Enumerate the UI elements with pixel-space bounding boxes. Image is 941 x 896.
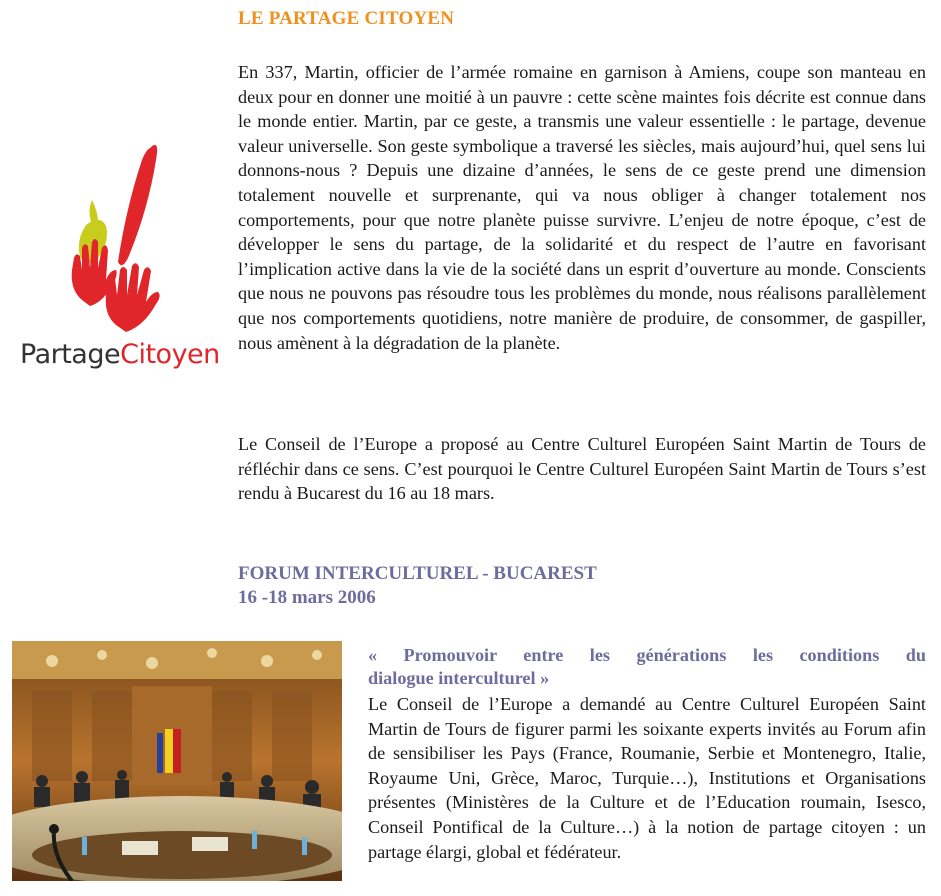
forum-quote xyxy=(368,644,926,690)
logo-word-partage: Partage xyxy=(20,339,121,370)
forum-quote-line2: dialogue interculturel » xyxy=(368,668,550,688)
forum-heading xyxy=(238,562,597,610)
forum-title: FORUM INTERCULTUREL - BUCAREST xyxy=(238,563,597,584)
forum-dates: 16 -18 mars 2006 xyxy=(238,587,376,608)
forum-quote-line1: « Promouvoir entre les générations les conditions du xyxy=(368,645,926,665)
partage-citoyen-logo xyxy=(0,130,225,395)
conference-room-image xyxy=(12,641,342,881)
forum-paragraph: Le Conseil de l’Europe a demandé au Centre Culturel Européen Saint Martin de Tours de figurer parmi les soixante experts invités au Forum afin de sensibiliser les Pays (France, Roumanie, Serbie et Montenegro, Italie, Royaume Uni, Grèce, Maroc, Turquie…), Institutions et Organisations présentes (Ministères de la Culture et de l’Education roumain, Isesco, Conseil Pontifical de la Culture…) à la notion de partage citoyen : un partage élargi, global et fédérateur. xyxy=(368,694,926,862)
logo-wordmark xyxy=(20,339,220,370)
logo-word-citoyen: Citoyen xyxy=(120,339,220,370)
forum-photo xyxy=(12,641,342,881)
intro-paragraph: En 337, Martin, officier de l’armée romaine en garnison à Amiens, coupe son manteau en deux pour en donner une moitié à un pauvre : cette scène maintes fois décrite est connue dans le monde entier. Martin, par ce geste, a transmis une valeur essentielle : le partage, devenue valeur universelle. Son geste symbolique a traversé les siècles, mais aujourd’hui, quel sens lui donnons-nous ? Depuis une dizaine d’années, le sens de ce geste prend une dimension totalement nouvelle et surprenante, qui va nous obliger à changer totalement nos comportements, pour que notre planète puisse survivre. L’enjeu de notre époque, c’est de développer le sens du partage, de la solidarité et du respect de l’autre en favorisant l’implication active dans la vie de la société dans un esprit d’ouverture au monde. Conscients que nous ne pouvons pas résoudre tous les problèmes du monde, nous réalisons parallèlement que nos comportements quotidiens, notre manière de produire, de consommer, de gaspiller, nous amènent à la dégradation de la planète. xyxy=(238,62,926,353)
page-title: LE PARTAGE CITOYEN xyxy=(238,8,455,29)
hands-logo-icon xyxy=(0,130,225,340)
council-paragraph: Le Conseil de l’Europe a proposé au Centre Culturel Européen Saint Martin de Tours de réfléchir dans ce sens. C’est pourquoi le Centre Culturel Européen Saint Martin de Tours s’est rendu à Bucarest du 16 au 18 mars. xyxy=(238,434,926,504)
